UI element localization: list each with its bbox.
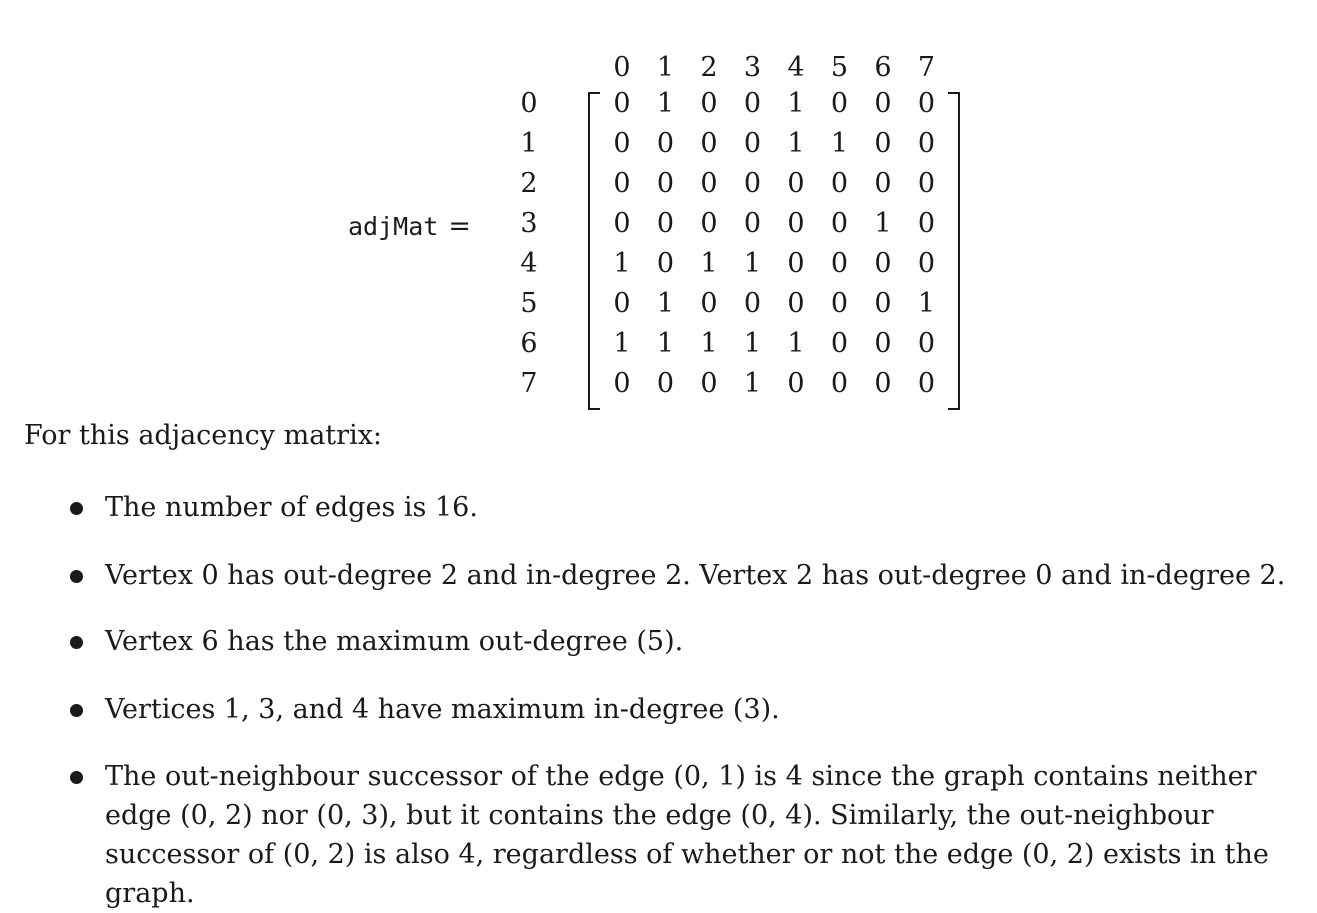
- matrix-cell: 0: [917, 248, 936, 279]
- matrix-cell: 0: [613, 128, 631, 159]
- matrix-cell: 0: [613, 208, 631, 239]
- bullet-text: Vertex 0 has out-degree 2 and in-degree 2. Vertex 2 has out-degree 0 and in-degree 2.: [105, 560, 1286, 591]
- matrix-cell: 1: [613, 248, 631, 279]
- matrix-cell: 0: [830, 288, 849, 319]
- column-header: 4: [787, 52, 805, 83]
- column-header: 1: [656, 52, 675, 83]
- matrix-cell: 0: [787, 288, 805, 319]
- matrix-cell: 0: [917, 368, 936, 399]
- matrix-cell: 0: [874, 168, 892, 199]
- matrix-cell: 0: [874, 368, 892, 399]
- matrix-cell: 1: [917, 288, 936, 319]
- matrix-lhs: [348, 210, 471, 244]
- column-header: 2: [700, 52, 718, 83]
- row-label: 3: [520, 208, 538, 239]
- matrix-cell: 0: [787, 248, 805, 279]
- matrix-cell: 0: [787, 368, 805, 399]
- matrix-cell: 0: [787, 208, 805, 239]
- row-label: 5: [520, 288, 538, 319]
- matrix-cell: 0: [656, 208, 675, 239]
- matrix-cell: 0: [874, 248, 892, 279]
- column-header: 5: [830, 52, 849, 83]
- bullet-dot: [70, 502, 83, 515]
- matrix-cell: 0: [743, 208, 762, 239]
- row-label: 1: [520, 128, 538, 159]
- matrix-cell: 0: [743, 288, 762, 319]
- row-label: 6: [520, 328, 538, 359]
- matrix-name: adjMat: [348, 212, 439, 241]
- bullet-text: The out-neighbour successor of the edge (0, 1) is 4 since the graph contains neither edge (0, 2) nor (0, 3), but it contains the edge (0, 4). Similarly, the out-neighbour successor of (0, 2) is also 4, regardless of whether or not the edge (0, 2) exists in the graph.: [105, 761, 1269, 909]
- matrix-cell: 1: [656, 288, 675, 319]
- matrix-cell: 0: [743, 168, 762, 199]
- matrix-cell: 0: [787, 168, 805, 199]
- matrix-cell: 0: [830, 368, 849, 399]
- bullet-item: [70, 757, 1310, 913]
- left-bracket: [588, 92, 600, 410]
- matrix-cell: 1: [743, 368, 762, 399]
- matrix-cell: 0: [700, 288, 718, 319]
- matrix-cell: 1: [787, 128, 805, 159]
- matrix-cell: 0: [874, 128, 892, 159]
- bullet-text: The number of edges is 16.: [105, 492, 478, 523]
- row-label: 0: [520, 88, 538, 119]
- matrix-cell: 0: [656, 248, 675, 279]
- matrix-cell: 1: [787, 328, 805, 359]
- matrix-cell: 1: [743, 328, 762, 359]
- matrix-cell: 0: [917, 328, 936, 359]
- matrix-cell: 0: [700, 208, 718, 239]
- bullet-text: Vertices 1, 3, and 4 have maximum in-degree (3).: [105, 694, 780, 725]
- bullet-dot: [70, 771, 83, 784]
- matrix-cell: 1: [874, 208, 892, 239]
- matrix-cell: 0: [700, 88, 718, 119]
- matrix-cell: 0: [743, 88, 762, 119]
- matrix-cell: 0: [917, 88, 936, 119]
- matrix-cell: 1: [743, 248, 762, 279]
- matrix-cell: 0: [613, 168, 631, 199]
- bullet-dot: [70, 570, 83, 583]
- matrix-cell: 0: [874, 288, 892, 319]
- matrix-cell: 1: [656, 328, 675, 359]
- bullet-item: [70, 488, 1310, 527]
- column-header: 6: [874, 52, 892, 83]
- matrix-cell: 0: [917, 208, 936, 239]
- column-header: 0: [613, 52, 631, 83]
- matrix-cell: 1: [656, 88, 675, 119]
- matrix-cell: 0: [613, 368, 631, 399]
- bullet-item: [70, 556, 1310, 595]
- equals-sign: =: [448, 211, 471, 242]
- column-header: 7: [917, 52, 936, 83]
- matrix-cell: 1: [700, 248, 718, 279]
- row-label: 7: [520, 368, 538, 399]
- matrix-cell: 1: [700, 328, 718, 359]
- right-bracket: [948, 92, 960, 410]
- bullet-dot: [70, 704, 83, 717]
- matrix-cell: 1: [830, 128, 849, 159]
- matrix-cell: 0: [874, 328, 892, 359]
- bullet-item: [70, 690, 1310, 729]
- matrix-cell: 0: [830, 248, 849, 279]
- matrix-cell: 0: [613, 88, 631, 119]
- bullet-dot: [70, 636, 83, 649]
- matrix-cell: 0: [700, 128, 718, 159]
- matrix-cell: 0: [830, 328, 849, 359]
- matrix-cell: 0: [613, 288, 631, 319]
- matrix-cell: 1: [613, 328, 631, 359]
- matrix-cell: 0: [874, 88, 892, 119]
- row-label: 4: [520, 248, 538, 279]
- matrix-cell: 0: [830, 208, 849, 239]
- matrix-cell: 0: [656, 368, 675, 399]
- matrix-cell: 0: [917, 168, 936, 199]
- matrix-cell: 1: [787, 88, 805, 119]
- matrix-cell: 0: [700, 168, 718, 199]
- matrix-cell: 0: [656, 168, 675, 199]
- matrix-cell: 0: [830, 168, 849, 199]
- matrix-cell: 0: [917, 128, 936, 159]
- bullet-text: Vertex 6 has the maximum out-degree (5).: [105, 626, 684, 657]
- matrix-cell: 0: [700, 368, 718, 399]
- matrix-cell: 0: [656, 128, 675, 159]
- intro-text: For this adjacency matrix:: [24, 420, 383, 451]
- column-header: 3: [743, 52, 762, 83]
- row-label: 2: [520, 168, 538, 199]
- matrix-cell: 0: [743, 128, 762, 159]
- bullet-item: [70, 622, 1310, 661]
- adjacency-matrix-equation: [0, 0, 1317, 420]
- matrix-cell: 0: [830, 88, 849, 119]
